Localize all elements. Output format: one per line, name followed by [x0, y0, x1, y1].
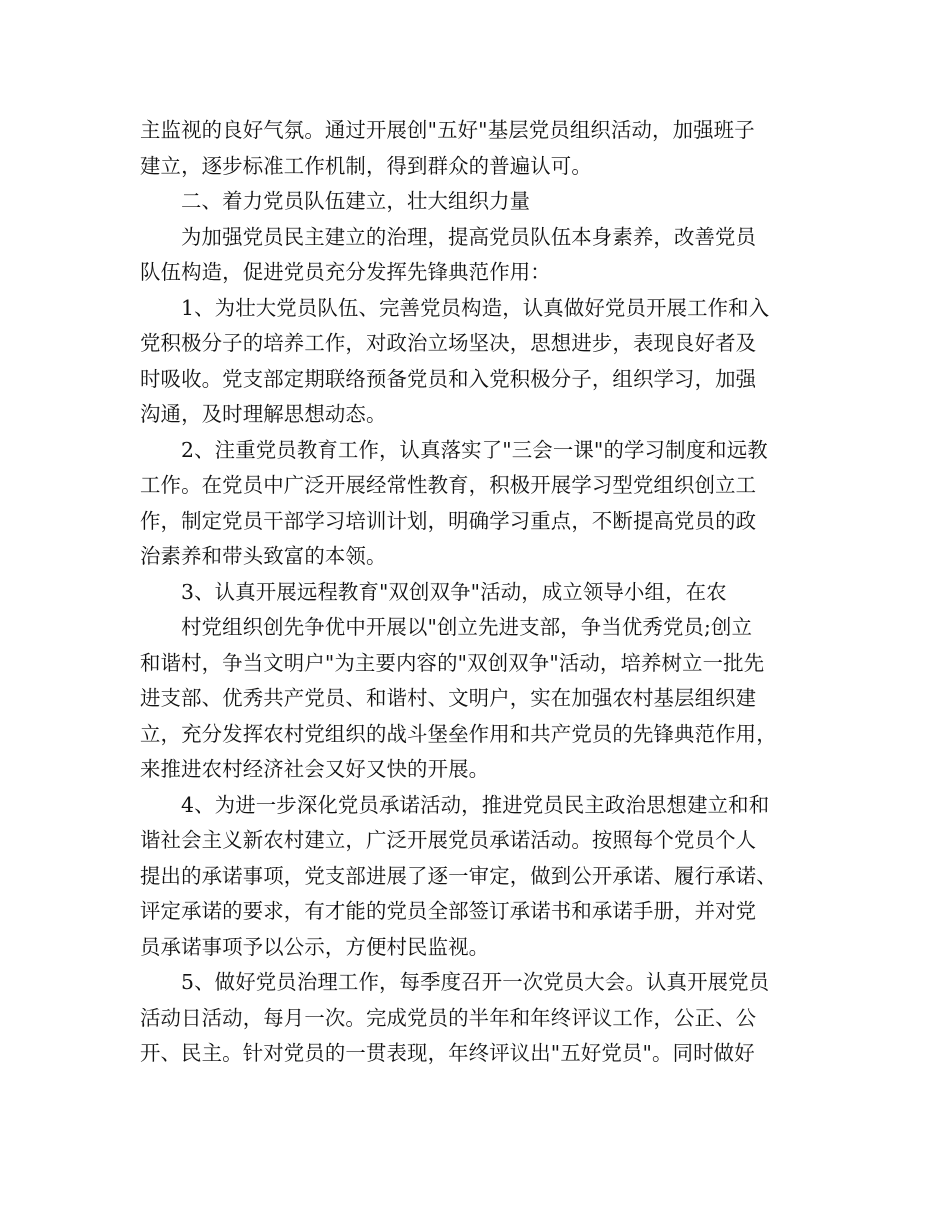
- text-line: 进支部、优秀共产党员、和谐村、文明户，实在加强农村基层组织建: [140, 686, 757, 710]
- text-line: 党积极分子的培养工作，对政治立场坚决，思想进步，表现良好者及: [140, 331, 757, 355]
- text-line: 谐社会主义新农村建立，广泛开展党员承诺活动。按照每个党员个人: [140, 828, 757, 852]
- text-line: 作，制定党员干部学习培训计划，明确学习重点，不断提高党员的政: [140, 508, 757, 533]
- document-page: [140, 113, 820, 1072]
- text-line: 提出的承诺事项，党支部进展了逐一审定，做到公开承诺、履行承诺、: [140, 863, 777, 888]
- text-line: 开、民主。针对党员的一贯表现，年终评议出"五好党员"。同时做好: [140, 1041, 755, 1065]
- text-line: 二、着力党员队伍建立，壮大组织力量: [181, 189, 531, 213]
- text-line: 1、为壮大党员队伍、完善党员构造，认真做好党员开展工作和入: [181, 295, 770, 320]
- text-line: 建立，逐步标准工作机制，得到群众的普遍认可。: [140, 153, 592, 178]
- text-line: 来推进农村经济社会又好又快的开展。: [140, 757, 490, 781]
- text-line: 5、做好党员治理工作，每季度召开一次党员大会。认真开展党员: [181, 970, 770, 994]
- text-line: 工作。在党员中广泛开展经常性教育，积极开展学习型党组织创立工: [140, 473, 757, 497]
- text-line: 为加强党员民主建立的治理，提高党员队伍本身素养，改善党员: [181, 224, 757, 249]
- text-line: 立，充分发挥农村党组织的战斗堡垒作用和共产党员的先锋典范作用，: [140, 721, 777, 746]
- text-line: 4、为进一步深化党员承诺活动，推进党员民主政治思想建立和和: [181, 792, 770, 817]
- text-line: 和谐村，争当文明户"为主要内容的"双创双争"活动，培养树立一批先: [140, 650, 765, 675]
- text-line: 沟通，及时理解思想动态。: [140, 402, 387, 426]
- text-line: 治素养和带头致富的本领。: [140, 544, 387, 568]
- text-line: 队伍构造，促进党员充分发挥先锋典范作用：: [140, 260, 551, 284]
- text-line: 活动日活动，每月一次。完成党员的半年和年终评议工作，公正、公: [140, 1005, 757, 1030]
- text-line: 员承诺事项予以公示，方便村民监视。: [140, 934, 490, 959]
- text-line: 村党组织创先争优中开展以"创立先进支部，争当优秀党员;创立: [181, 615, 753, 639]
- text-line: 主监视的良好气氛。通过开展创"五好"基层党员组织活动，加强班子: [140, 118, 755, 142]
- text-line: 2、注重党员教育工作，认真落实了"三会一课"的学习制度和远教: [181, 437, 768, 462]
- text-line: 时吸收。党支部定期联络预备党员和入党积极分子，组织学习，加强: [140, 366, 757, 391]
- text-line: 3、认真开展远程教育"双创双争"活动，成立领导小组，在农: [181, 579, 727, 604]
- text-line: 评定承诺的要求，有才能的党员全部签订承诺书和承诺手册，并对党: [140, 899, 757, 923]
